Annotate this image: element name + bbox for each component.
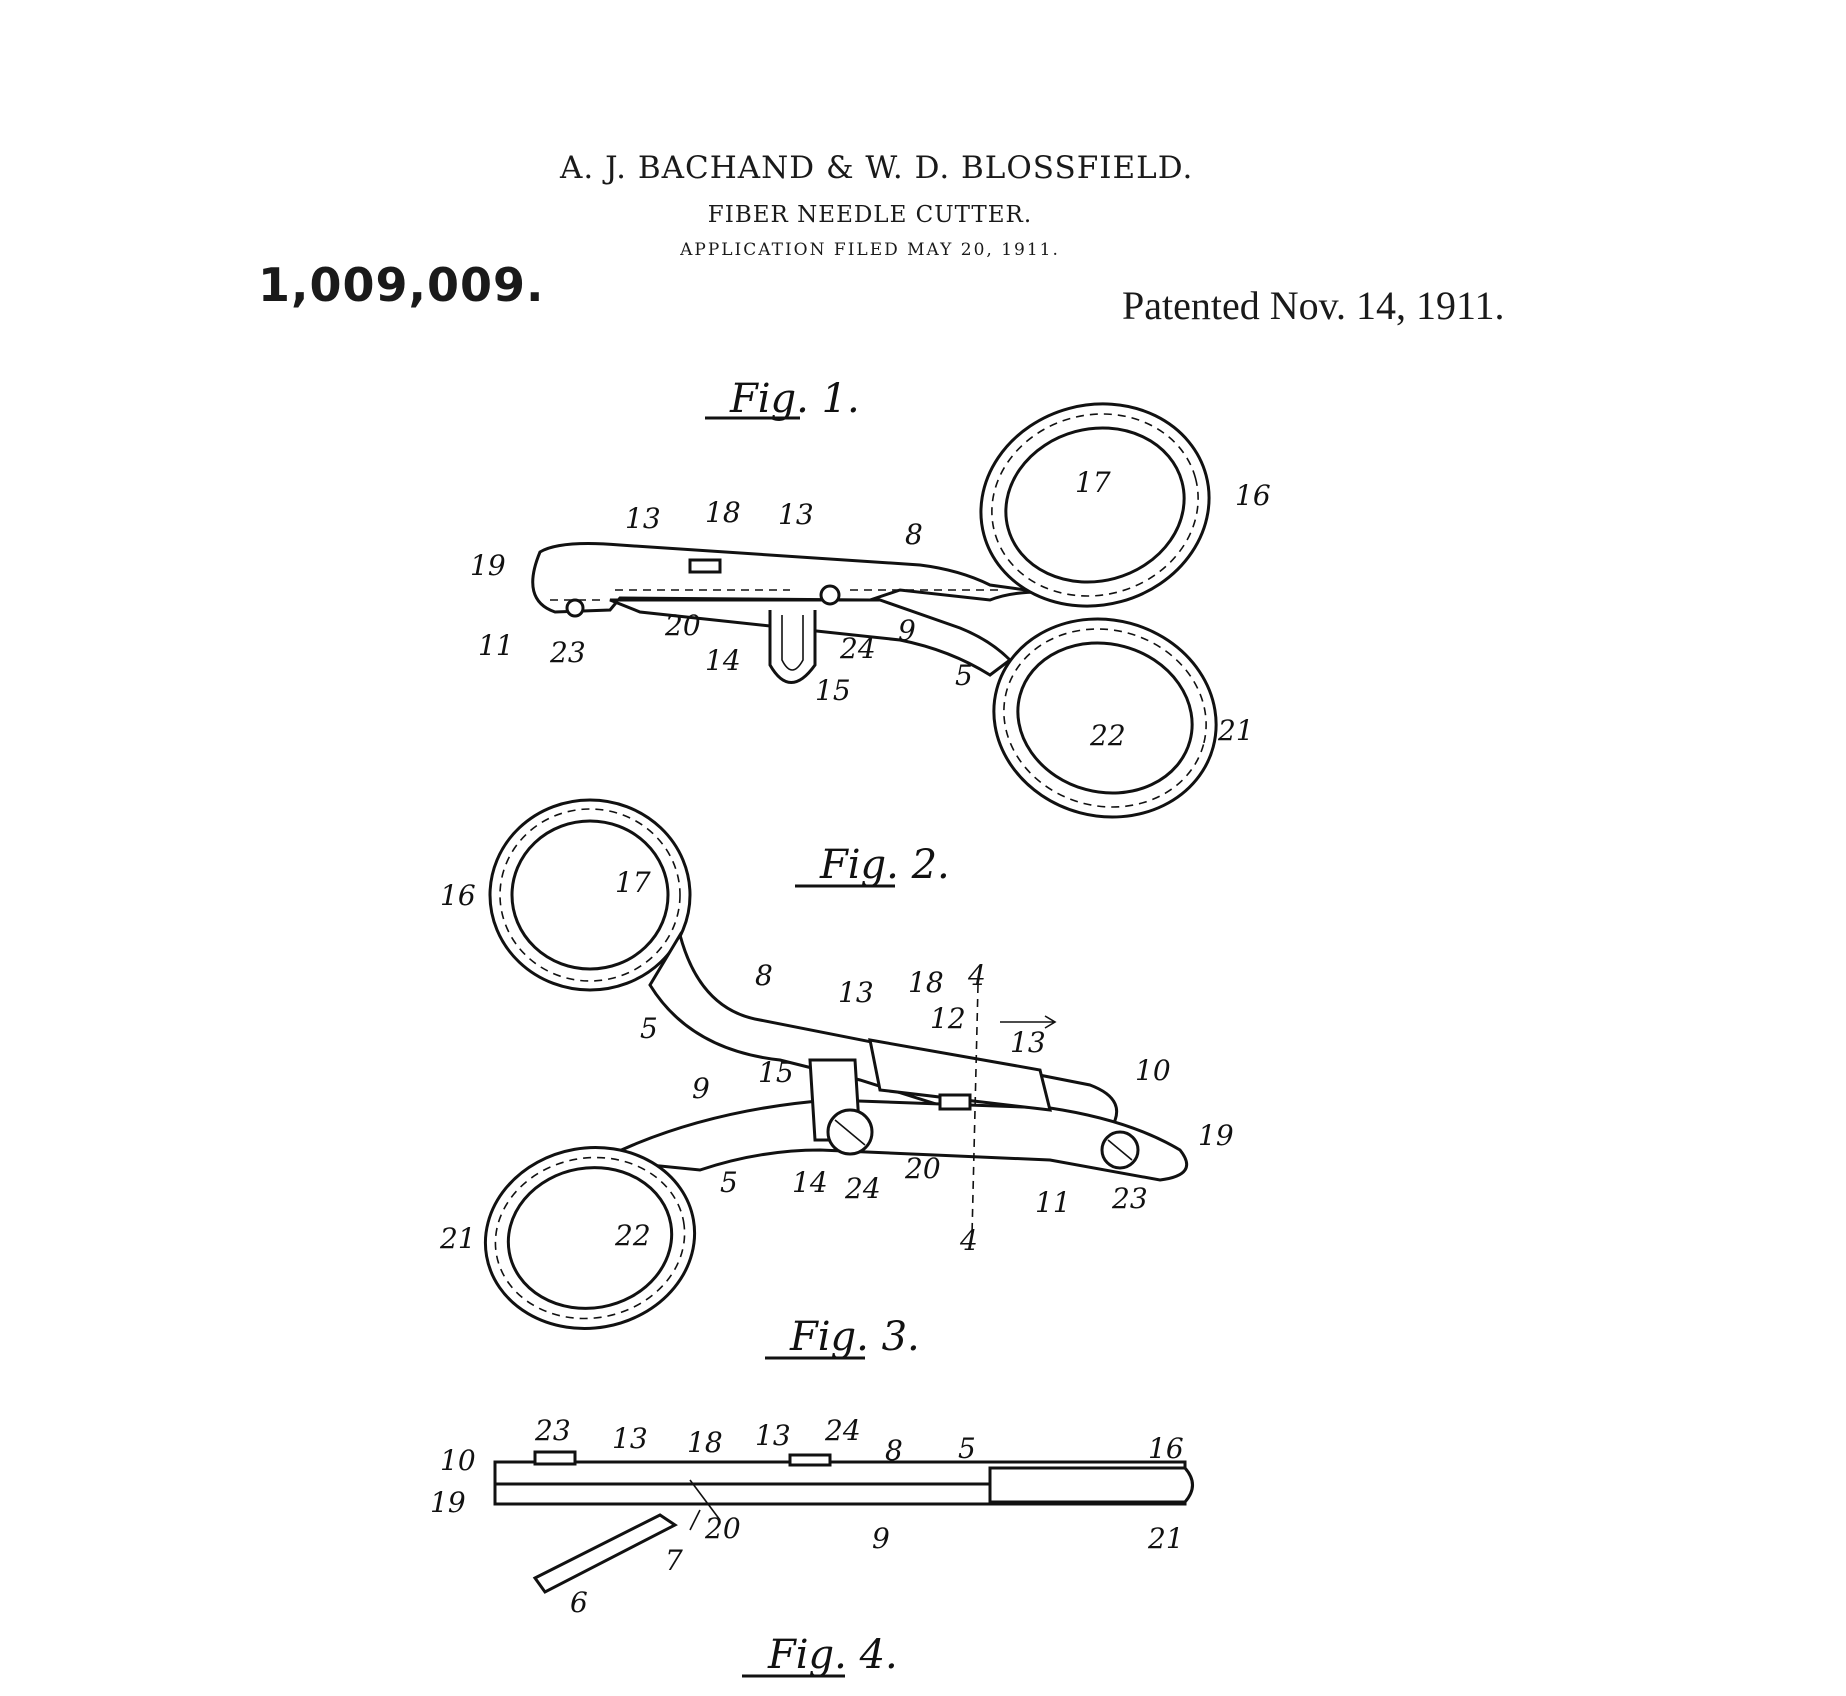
figure-1-label: Fig. 1.	[730, 376, 860, 422]
fig1-callout: 9	[898, 614, 916, 647]
figure-1	[470, 376, 1271, 842]
fig2-callout: 19	[1198, 1119, 1234, 1152]
fig2-callout: 13	[1010, 1026, 1046, 1059]
fig1-spring	[690, 560, 720, 572]
fig1-callout: 14	[705, 644, 741, 677]
fig1-callout: 19	[470, 549, 506, 582]
fig2-callout: 15	[758, 1056, 794, 1089]
fig3-callout: 13	[755, 1419, 791, 1452]
invention-title: FIBER NEEDLE CUTTER.	[707, 202, 1033, 228]
figure-2	[439, 800, 1234, 1345]
figure-3-label: Fig. 3.	[790, 1314, 920, 1360]
fig3-callout: 7	[665, 1544, 683, 1577]
figure-4-label: Fig. 4.	[768, 1632, 898, 1678]
fig2-callout: 10	[1135, 1054, 1171, 1087]
fig1-end-screw	[567, 600, 583, 616]
fig3-callout: 19	[430, 1486, 466, 1519]
fig1-callout: 22	[1090, 719, 1126, 752]
inventors-heading: A. J. BACHAND & W. D. BLOSSFIELD.	[560, 150, 1194, 186]
fig1-callout: 16	[1235, 479, 1271, 512]
patent-date: Patented Nov. 14, 1911.	[1122, 283, 1505, 328]
fig3-callout: 13	[612, 1422, 648, 1455]
application-filed-date: APPLICATION FILED MAY 20, 1911.	[680, 240, 1060, 260]
fig3-callout: 21	[1148, 1522, 1184, 1555]
fig2-callout: 20	[905, 1152, 941, 1185]
fig1-pivot-screw	[821, 586, 839, 604]
fig2-callout: 5	[720, 1166, 738, 1199]
fig3-ring-edges	[990, 1468, 1193, 1502]
fig2-callout: 12	[930, 1002, 966, 1035]
fig2-callout: 24	[845, 1172, 881, 1205]
fig3-callout: 6	[570, 1586, 588, 1619]
fig2-callout: 4	[968, 959, 986, 992]
patent-number: 1,009,009.	[258, 258, 545, 312]
fig3-callout: 8	[885, 1434, 903, 1467]
fig3-fiber-needle	[535, 1515, 675, 1592]
fig2-callout: 9	[692, 1072, 710, 1105]
fig2-callout: 22	[615, 1219, 651, 1252]
fig3-callout: 10	[440, 1444, 476, 1477]
fig1-callout: 20	[665, 609, 701, 642]
fig1-callout: 24	[840, 632, 876, 665]
fig3-callout: 23	[535, 1414, 571, 1447]
fig2-callout: 13	[838, 976, 874, 1009]
fig1-callout: 18	[705, 496, 741, 529]
fig2-callout: 8	[755, 959, 773, 992]
fig2-callout: 16	[440, 879, 476, 912]
fig1-callout: 5	[955, 659, 973, 692]
fig2-callout: 18	[908, 966, 944, 999]
figure-3	[430, 1314, 1193, 1619]
figure-2-label: Fig. 2.	[820, 842, 950, 888]
fig2-spring	[940, 1095, 970, 1109]
fig3-callout: 24	[825, 1414, 861, 1447]
fig1-callout: 17	[1075, 466, 1111, 499]
fig3-callout: 18	[687, 1426, 723, 1459]
fig1-callout: 8	[905, 518, 923, 551]
fig3-callout: 9	[872, 1522, 890, 1555]
fig1-guide-loop	[770, 610, 815, 683]
fig2-callout: 4	[960, 1224, 978, 1257]
figure-4	[742, 1632, 898, 1678]
fig2-callout: 21	[440, 1222, 476, 1255]
fig3-end-screw-head	[535, 1452, 575, 1464]
fig3-callout: 5	[958, 1432, 976, 1465]
fig1-callout: 11	[478, 629, 514, 662]
fig1-callout: 13	[778, 498, 814, 531]
fig3-callout: 20	[705, 1512, 741, 1545]
fig2-callout: 23	[1112, 1182, 1148, 1215]
fig1-callout: 23	[550, 636, 586, 669]
fig2-callout: 14	[792, 1166, 828, 1199]
fig2-callout: 5	[640, 1012, 658, 1045]
fig2-callout: 11	[1035, 1186, 1071, 1219]
fig1-callout: 21	[1218, 714, 1254, 747]
fig1-callout: 15	[815, 674, 851, 707]
fig3-callout: 16	[1148, 1432, 1184, 1465]
fig2-callout: 17	[615, 866, 651, 899]
fig1-callout: 13	[625, 502, 661, 535]
fig3-pivot-screw-head	[790, 1455, 830, 1465]
